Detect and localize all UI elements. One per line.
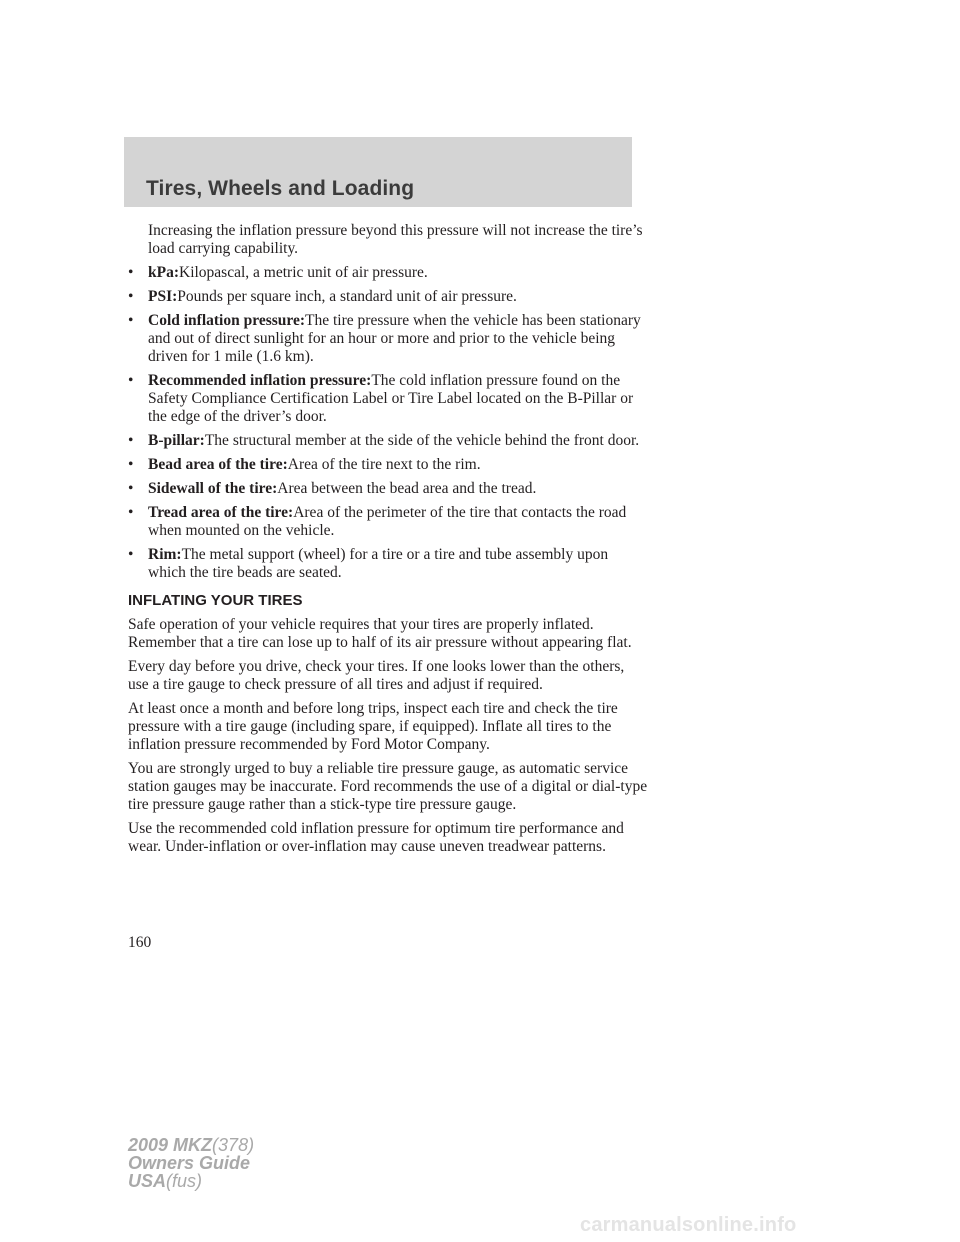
paragraph: Safe operation of your vehicle requires that your tires are properly inflated. Remember that a tire can lose up to half of its air pressure without appearing flat. [128,616,632,651]
section-title: Tires, Wheels and Loading [146,177,415,200]
definition-item-kpa [128,264,648,282]
definition-item-psi [128,288,648,306]
definition-text: Area of the tire next to the rim. [287,456,481,473]
definition-item-sidewall [128,480,648,498]
definition-text: Pounds per square inch, a standard unit of air pressure. [177,288,517,305]
definition-item-cold-inflation [128,312,648,366]
paragraph: At least once a month and before long trips, inspect each tire and check the tire pressure with a tire gauge (including spare, if equipped). Inflate all tires to the inflation pressure recommended by Ford Motor Company. [128,700,618,753]
bullet-icon: • [128,288,134,305]
page-content [128,222,648,862]
definition-text: The structural member at the side of the vehicle behind the front door. [204,432,640,449]
footer-model: 2009 MKZ [128,1135,213,1155]
continuation-paragraph: Increasing the inflation pressure beyond this pressure will not increase the tire’s load carrying capability. [148,222,643,257]
definition-text: The tire pressure when the vehicle has been stationary and out of direct sunlight for an hour or more and prior to the vehicle being driven for 1 mile (1.6 km). [148,312,641,365]
definition-text: The cold inflation pressure found on the Safety Compliance Certification Label or Tire Label located on the B-Pillar or the edge of the driver’s door. [148,372,634,425]
definition-term: Tread area of the tire: [148,504,294,521]
paragraph: Every day before you drive, check your tires. If one looks lower than the others, use a tire gauge to check pressure of all tires and adjust if required. [128,658,625,693]
bullet-icon: • [128,504,134,521]
definition-term: Cold inflation pressure: [148,312,306,329]
footer-region-code: (fus) [166,1171,203,1191]
watermark: carmanualsonline.info [580,1214,797,1236]
section-heading: INFLATING YOUR TIRES [128,592,303,609]
bullet-icon: • [128,456,134,473]
document-footer [128,1136,254,1190]
definition-item-tread-area [128,504,648,540]
definition-term: Recommended inflation pressure: [148,372,372,389]
bullet-icon: • [128,432,134,449]
paragraph: Use the recommended cold inflation pressure for optimum tire performance and wear. Under-inflation or over-inflation may cause uneven treadwear patterns. [128,820,624,855]
definition-text: Area between the bead area and the tread. [277,480,537,497]
paragraph: You are strongly urged to buy a reliable tire pressure gauge, as automatic service station gauges may be inaccurate. Ford recommends the use of a digital or dial-type tire pressure gauge rather than a stick-type tire pressure gauge. [128,760,648,813]
footer-model-code: (378) [212,1135,255,1155]
definition-item-recommended-inflation [128,372,648,426]
page-number: 160 [128,934,152,951]
bullet-icon: • [128,264,134,281]
bullet-icon: • [128,312,134,329]
definition-item-bead-area [128,456,648,474]
definition-term: Bead area of the tire: [148,456,288,473]
bullet-icon: • [128,546,134,563]
definition-term: kPa: [148,264,179,281]
definition-term: Sidewall of the tire: [148,480,278,497]
definition-text: The metal support (wheel) for a tire or a tire and tube assembly upon which the tire beads are seated. [148,546,609,581]
footer-region: USA [128,1171,167,1191]
footer-guide-name: Owners Guide [128,1153,251,1173]
definition-text: Area of the perimeter of the tire that contacts the road when mounted on the vehicle. [148,504,627,539]
definition-text: Kilopascal, a metric unit of air pressure. [179,264,428,281]
definition-term: Rim: [148,546,182,563]
bullet-icon: • [128,372,134,389]
definition-item-rim [128,546,648,582]
definition-list [128,264,648,582]
definition-term: PSI: [148,288,178,305]
bullet-icon: • [128,480,134,497]
definition-term: B-pillar: [148,432,205,449]
definition-item-b-pillar [128,432,648,450]
